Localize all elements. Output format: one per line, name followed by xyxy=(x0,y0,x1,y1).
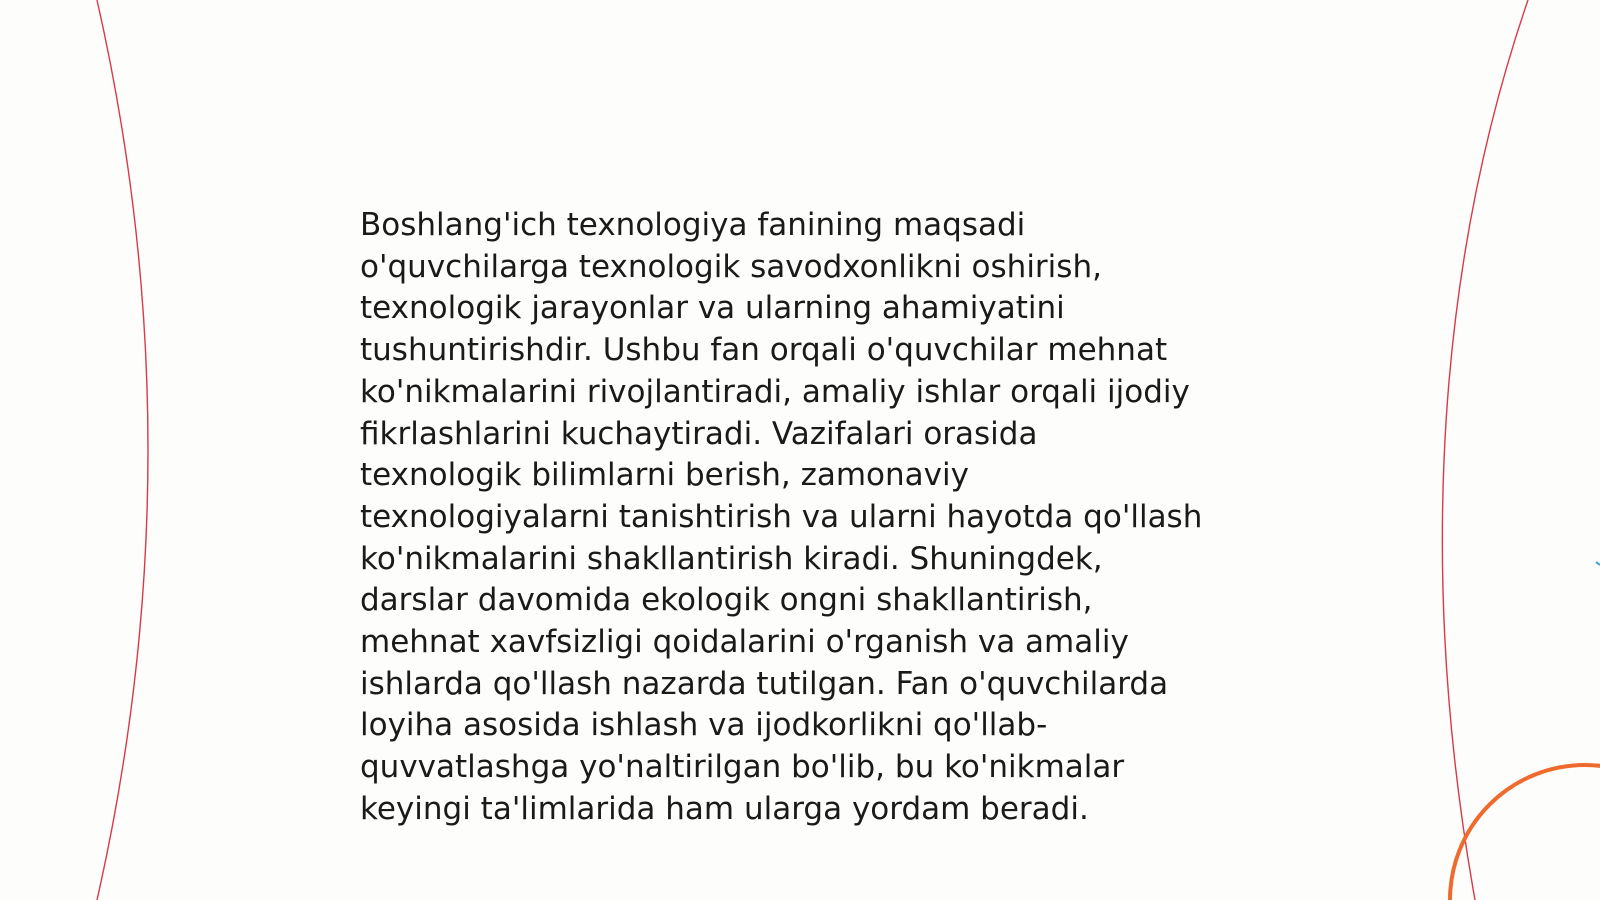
body-line: texnologiyalarni tanishtirish va ularni hayotda qo'llash xyxy=(360,498,1203,535)
body-line: tushuntirishdir. Ushbu fan orqali o'quvchilar mehnat xyxy=(360,332,1168,369)
accent-circle xyxy=(1450,765,1600,900)
body-line: Boshlang'ich texnologiya fanining maqsadi xyxy=(360,207,1026,243)
left-curve-line xyxy=(97,0,148,900)
body-line: ko'nikmalarini rivojlantiradi, amaliy ishlar orqali ijodiy xyxy=(360,373,1190,410)
body-line: mehnat xavfsizligi qoidalarini o'rganish va amaliy xyxy=(360,624,1129,661)
right-curve-line xyxy=(1442,0,1528,900)
body-line: ishlarda qo'llash nazarda tutilgan. Fan o'quvchilarda xyxy=(360,665,1169,702)
body-line: quvvatlashga yo'naltirilgan bo'lib, bu ko'nikmalar xyxy=(360,749,1125,786)
body-line: loyiha asosida ishlash va ijodkorlikni qo'llab- xyxy=(360,707,1048,744)
body-line: texnologik bilimlarni berish, zamonaviy xyxy=(360,457,969,494)
body-line: texnologik jarayonlar va ularning ahamiyatini xyxy=(360,290,1065,327)
body-line: ko'nikmalarini shakllantirish kiradi. Shuningdek, xyxy=(360,540,1103,577)
body-line: darslar davomida ekologik ongni shakllantirish, xyxy=(360,582,1093,619)
small-accent-mark xyxy=(1596,562,1600,565)
body-line: keyingi ta'limlarida ham ularga yordam beradi. xyxy=(360,790,1089,827)
body-line: fikrlashlarini kuchaytiradi. Vazifalari orasida xyxy=(360,415,1038,452)
body-paragraph xyxy=(360,205,1260,831)
body-line: o'quvchilarga texnologik savodxonlikni oshirish, xyxy=(360,248,1102,285)
